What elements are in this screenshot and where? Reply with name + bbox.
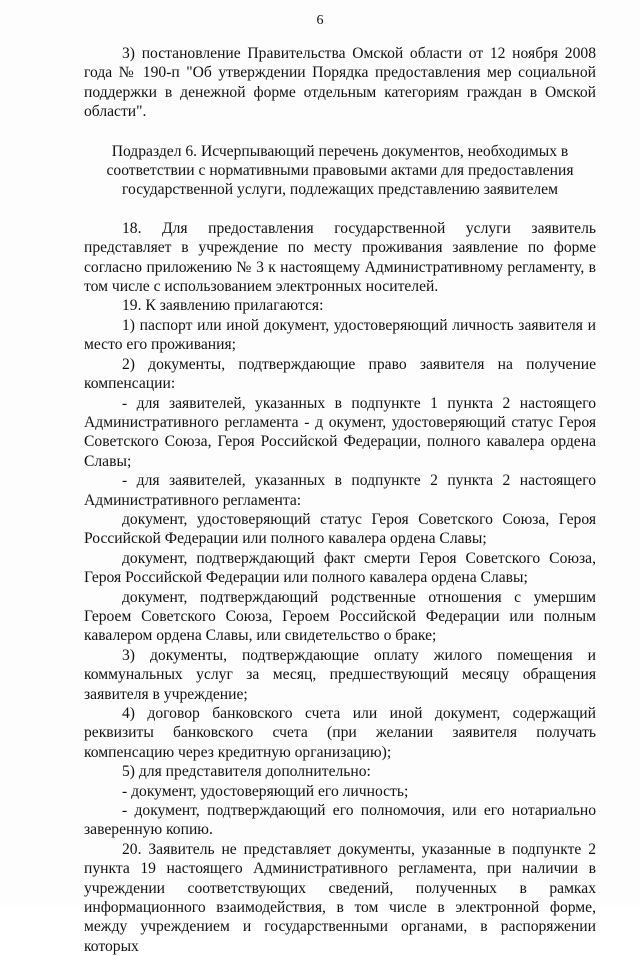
paragraph-19-item-5: 5) для представителя дополнительно: (122, 763, 371, 781)
paragraph-18: 18. Для предоставления государственной услуги заявитель представляет в учреждение по месту проживания заявление по форме согласно приложению № 3 к настоящему Административному регламенту, в том числе с использованием электронных носителей. (84, 219, 596, 296)
paragraph-19-item-3: 3) документы, подтверждающие оплату жилого помещения и коммунальных услуг за месяц, предшествующий месяцу обращения заявителя в учреждение; (84, 646, 596, 703)
paragraph-19-item-2-doc-2: документ, подтверждающий факт смерти Героя Советского Союза, Героя Российской Федерации или полного кавалера ордена Славы; (84, 549, 596, 587)
paragraph-19-item-5-dash-b: - документ, подтверждающий его полномочия, или его нотариально заверенную копию. (84, 802, 596, 839)
paragraph-20: 20. Заявитель не представляет документы, указанные в подпункте 2 пункта 19 настоящего Административного регламента, при наличии в учреждении соответствующих сведений, полученных в рамках информационного взаимодействия, в том числе в электронной форме, между учреждением и государственными органами, в распоряжении которых (84, 840, 596, 955)
paragraph-19-item-2: 2) документы, подтверждающие право заявителя на получение компенсации: (84, 355, 596, 393)
paragraph-19-item-5-dash-a: - документ, удостоверяющий его личность; (122, 782, 409, 800)
page-number: 6 (316, 13, 324, 28)
item-3-decree: 3) постановление Правительства Омской области от 12 ноября 2008 года № 190-п "Об утверждении Порядка предоставления мер социальной поддержки в денежной форме отдельным категориям граждан в Омской области". (84, 45, 596, 121)
paragraph-19-item-2-dash-b: - для заявителей, указанных в подпункте 2 пункта 2 настоящего Административного регламента: (84, 472, 596, 509)
paragraph-19-item-2-dash-a: - для заявителей, указанных в подпункте 1 пункта 2 настоящего Административного регламента - д окумент, удостоверяющий статус Героя Советского Союза, Героя Российской Федерации, полного кавалера ордена Славы; (84, 394, 596, 470)
paragraph-19-item-2-doc-3: документ, подтверждающий родственные отношения с умершим Героем Советского Союза, Героем Российской Федерации или полным кавалером ордена Славы, или свидетельство о браке; (84, 588, 596, 645)
paragraph-19-item-2-doc-1: документ, удостоверяющий статус Героя Советского Союза, Героя Российской Федерации или полного кавалера ордена Славы; (84, 510, 596, 548)
paragraph-19-item-4: 4) договор банковского счета или иной документ, содержащий реквизиты банковского счета (при желании заявителя получать компенсацию через кредитную организацию); (84, 705, 596, 761)
paragraph-19-item-1: 1) паспорт или иной документ, удостоверяющий личность заявителя и место его проживания; (84, 316, 596, 354)
document-body (84, 44, 596, 956)
paragraph-19: 19. К заявлению прилагаются: (122, 297, 324, 315)
subsection-6-heading: Подраздел 6. Исчерпывающий перечень документов, необходимых в соответствии с нормативными правовыми актами для предоставления государственной услуги, подлежащих представлению заявителем (106, 142, 574, 199)
